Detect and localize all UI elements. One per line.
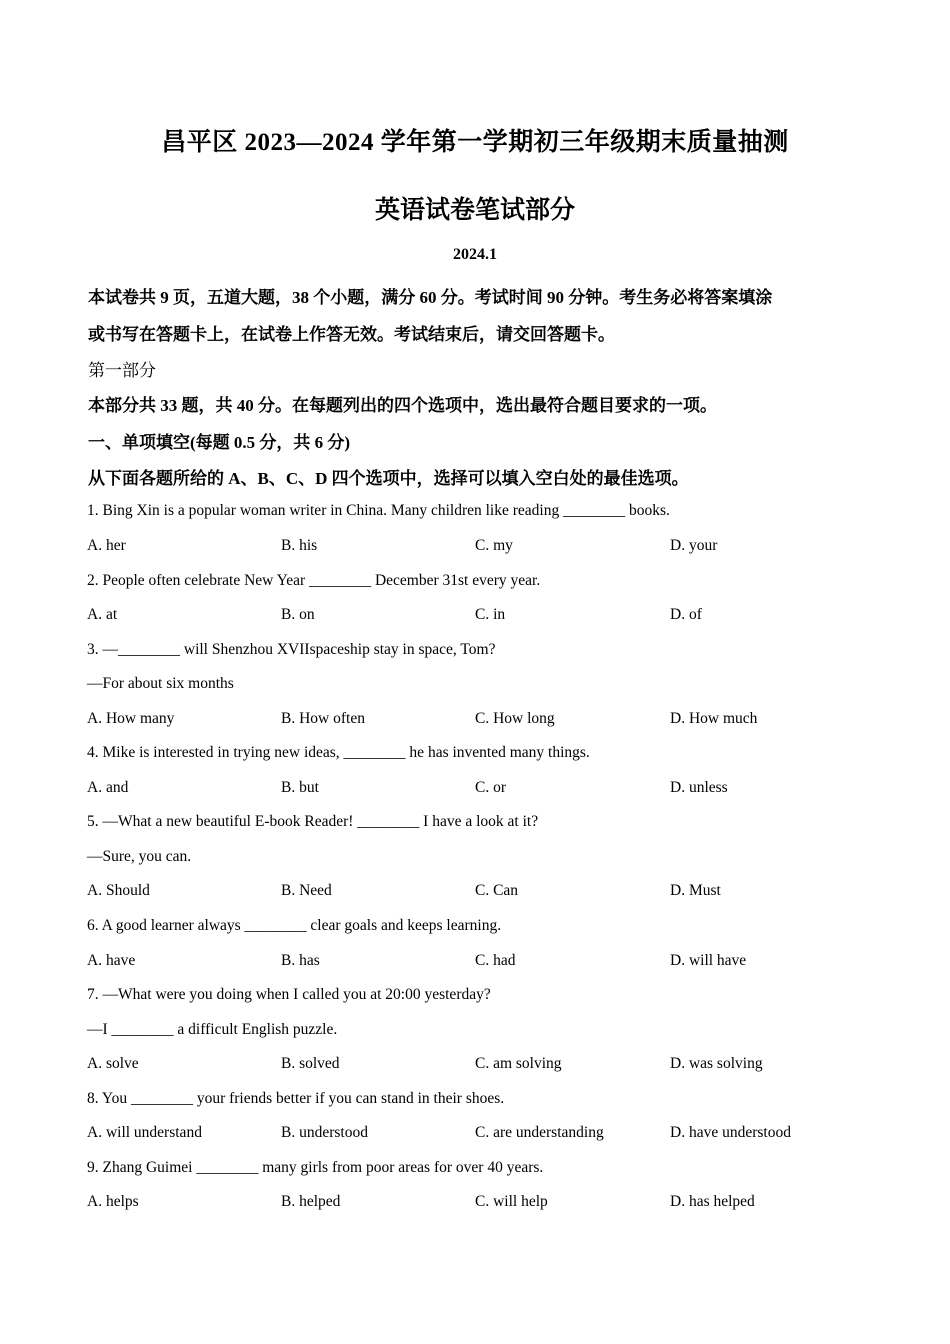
question-9-stem: 9. Zhang Guimei ________ many girls from poor areas for over 40 years. xyxy=(87,1159,544,1176)
question-8-option-b: B. understood xyxy=(281,1124,368,1141)
question-9-options xyxy=(87,1193,887,1215)
question-1-option-b: B. his xyxy=(281,537,318,554)
question-5-reply: —Sure, you can. xyxy=(87,848,192,865)
question-3-stem: 3. —________ will Shenzhou XVIIspaceship stay in space, Tom? xyxy=(87,641,496,658)
question-5-option-d: D. Must xyxy=(670,882,721,899)
question-6-options xyxy=(87,952,887,974)
question-6-option-c: C. had xyxy=(475,952,516,969)
question-3-option-a: A. How many xyxy=(87,710,175,727)
question-2-option-a: A. at xyxy=(87,606,118,623)
section-one-directions: 从下面各题所给的 A、B、C、D 四个选项中，选择可以填入空白处的最佳选项。 xyxy=(88,469,689,488)
question-2-option-d: D. of xyxy=(670,606,702,623)
question-8-option-c: C. are understanding xyxy=(475,1124,604,1141)
part-one-heading: 第一部分 xyxy=(88,361,156,380)
question-4-option-d: D. unless xyxy=(670,779,728,796)
exam-subtitle: 英语试卷笔试部分 xyxy=(374,197,575,224)
exam-title: 昌平区 2023—2024 学年第一学期初三年级期末质量抽测 xyxy=(161,129,789,156)
question-4-option-c: C. or xyxy=(475,779,506,796)
question-2-options xyxy=(87,606,887,628)
question-9-option-b: B. helped xyxy=(281,1193,341,1210)
question-7-option-c: C. am solving xyxy=(475,1055,562,1072)
question-7-options xyxy=(87,1055,887,1077)
question-6-option-a: A. have xyxy=(87,952,136,969)
question-1-options xyxy=(87,537,887,559)
question-5-stem: 5. —What a new beautiful E-book Reader! ________ I have a look at it? xyxy=(87,813,539,830)
question-5-option-c: C. Can xyxy=(475,882,519,899)
question-7-option-d: D. was solving xyxy=(670,1055,763,1072)
question-9-option-c: C. will help xyxy=(475,1193,548,1210)
question-5-options xyxy=(87,882,887,904)
question-2-option-c: C. in xyxy=(475,606,506,623)
part-one-note: 本部分共 33 题，共 40 分。在每题列出的四个选项中，选出最符合题目要求的一项。 xyxy=(88,396,717,415)
question-4-option-a: A. and xyxy=(87,779,129,796)
question-3-option-b: B. How often xyxy=(281,710,365,727)
section-one-heading: 一、单项填空(每题 0.5 分，共 6 分) xyxy=(88,433,351,452)
question-2-option-b: B. on xyxy=(281,606,315,623)
question-8-option-a: A. will understand xyxy=(87,1124,202,1141)
question-6-option-d: D. will have xyxy=(670,952,747,969)
question-4-option-b: B. but xyxy=(281,779,319,796)
question-1-option-a: A. her xyxy=(87,537,126,554)
question-2-stem: 2. People often celebrate New Year ________ December 31st every year. xyxy=(87,572,541,589)
question-5-option-b: B. Need xyxy=(281,882,332,899)
question-4-options xyxy=(87,779,887,801)
question-3-options xyxy=(87,710,887,732)
question-3-option-d: D. How much xyxy=(670,710,758,727)
instructions-line-1: 本试卷共 9 页，五道大题，38 个小题，满分 60 分。考试时间 90 分钟。考生务必将答案填涂 xyxy=(88,288,773,307)
exam-date: 2024.1 xyxy=(453,246,497,263)
question-6-stem: 6. A good learner always ________ clear goals and keeps learning. xyxy=(87,917,502,934)
question-9-option-d: D. has helped xyxy=(670,1193,755,1210)
question-7-reply: —I ________ a difficult English puzzle. xyxy=(87,1021,338,1038)
question-8-stem: 8. You ________ your friends better if you can stand in their shoes. xyxy=(87,1090,505,1107)
question-1-option-c: C. my xyxy=(475,537,513,554)
question-3-reply: —For about six months xyxy=(87,675,234,692)
question-7-option-a: A. solve xyxy=(87,1055,139,1072)
instructions-line-2: 或书写在答题卡上，在试卷上作答无效。考试结束后，请交回答题卡。 xyxy=(88,325,615,344)
question-1-stem: 1. Bing Xin is a popular woman writer in China. Many children like reading ________ books. xyxy=(87,502,670,519)
question-9-option-a: A. helps xyxy=(87,1193,139,1210)
question-7-option-b: B. solved xyxy=(281,1055,340,1072)
question-4-stem: 4. Mike is interested in trying new ideas, ________ he has invented many things. xyxy=(87,744,590,761)
question-7-stem: 7. —What were you doing when I called you at 20:00 yesterday? xyxy=(87,986,491,1003)
question-1-option-d: D. your xyxy=(670,537,718,554)
question-8-option-d: D. have understood xyxy=(670,1124,791,1141)
question-3-option-c: C. How long xyxy=(475,710,555,727)
question-5-option-a: A. Should xyxy=(87,882,150,899)
question-6-option-b: B. has xyxy=(281,952,320,969)
question-8-options xyxy=(87,1124,887,1146)
